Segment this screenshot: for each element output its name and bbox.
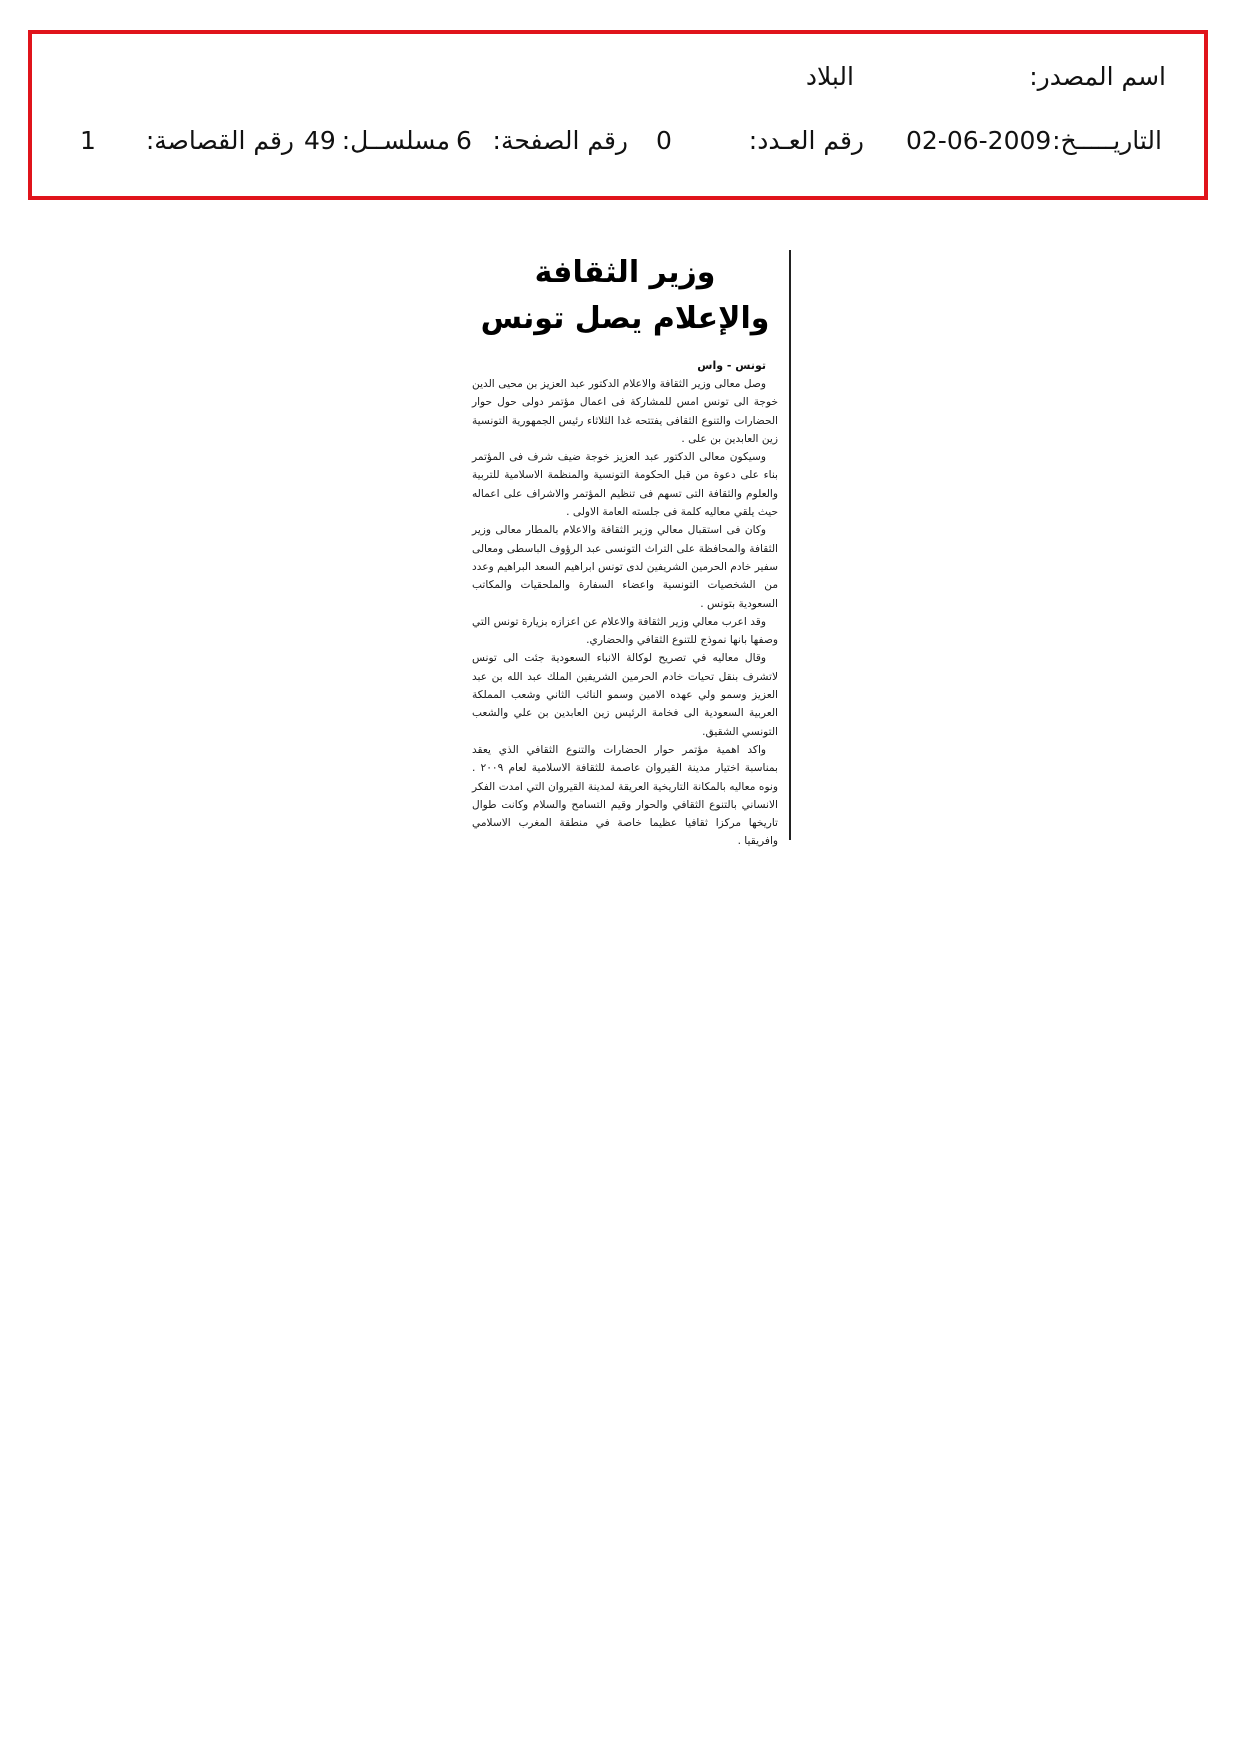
- article-dateline: تونس - واس: [697, 359, 766, 372]
- article-paragraph: وقال معاليه في تصريح لوكالة الانباء السعودية جئت الى تونس لاتشرف بنقل تحيات خادم الحرمين الشريفين الملك عبد الله بن عبد العزيز وسمو ولي عهده الامين وسمو النائب الثاني وشعب المملكة العربية السعودية الى فخامة الرئيس زين العابدين بن علي والشعب التونسي الشقيق.: [472, 652, 778, 738]
- page-value: 6: [456, 126, 472, 155]
- article-paragraph: وكان فى استقبال معالي وزير الثقافة والاعلام بالمطار معالى وزير الثقافة والمحافظة على التراث التونسى عبد الرؤوف الباسطى ومعالى سفير خادم الحرمين الشريفين لدى تونس ابراهيم السعد البراهيم وعدد من الشخصيات التونسية واعضاء السفارة والملحقيات والمكاتب السعودية بتونس .: [472, 524, 778, 610]
- serial-value: 49: [304, 126, 336, 155]
- issue-label: رقم العـدد:: [748, 126, 864, 155]
- date-value: 02-06-2009: [906, 126, 1052, 155]
- article-clipping: [472, 250, 778, 851]
- issue-value: 0: [656, 126, 672, 155]
- column-rule: [789, 250, 791, 840]
- article-headline: وزير الثقافة والإعلام يصل تونس: [480, 255, 770, 336]
- article-paragraph: وقد اعرب معالي وزير الثقافة والاعلام عن اعزازه بزيارة تونس التي وصفها بانها نموذج للتنوع الثقافي والحضاري.: [472, 615, 778, 647]
- clip-value: 1: [80, 126, 96, 155]
- clipping-header-box: [28, 30, 1208, 200]
- source-value: البلاد: [805, 62, 854, 91]
- date-label: التاريـــــخ:: [1052, 126, 1162, 155]
- source-label: اسم المصدر:: [1029, 62, 1166, 91]
- article-paragraph: وصل معالى وزير الثقافة والاعلام الدكتور عبد العزيز بن محيى الدين خوجة الى تونس امس للمشاركة فى اعمال مؤتمر دولى حول حوار الحضارات والتنوع الثقافى يفتتحه غدا الثلاثاء رئيس الجمهورية التونسية زين العابدين بن على .: [472, 378, 778, 445]
- page-label: رقم الصفحة:: [492, 126, 628, 155]
- article-paragraph: وسيكون معالى الدكتور عبد العزيز خوجة ضيف شرف فى المؤتمر بناء على دعوة من قبل الحكومة التونسية والمنظمة الاسلامية للتربية والعلوم والثقافة التى تسهم فى تنظيم المؤتمر والاشراف على اعماله حيث يلقي معاليه كلمة فى جلسته العامة الاولى .: [472, 451, 778, 519]
- serial-label: مسلســل:: [341, 126, 450, 155]
- article-paragraph: واكد اهمية مؤتمر حوار الحضارات والتنوع الثقافي الذي يعقد بمناسبة اختيار مدينة القيروان عاصمة للثقافة الاسلامية لعام ٢٠٠٩ . ونوه معاليه بالمكانة التاريخية العريقة لمدينة القيروان التي امدت الفكر الانساني بالتنوع الثقافي والحوار وقيم التسامح والسلام وكانت طوال تاريخها مركزا ثقافيا عظيما خاصة في منطقة المغرب الاسلامي وافريقيا .: [472, 743, 778, 848]
- clip-label: رقم القصاصة:: [145, 126, 294, 155]
